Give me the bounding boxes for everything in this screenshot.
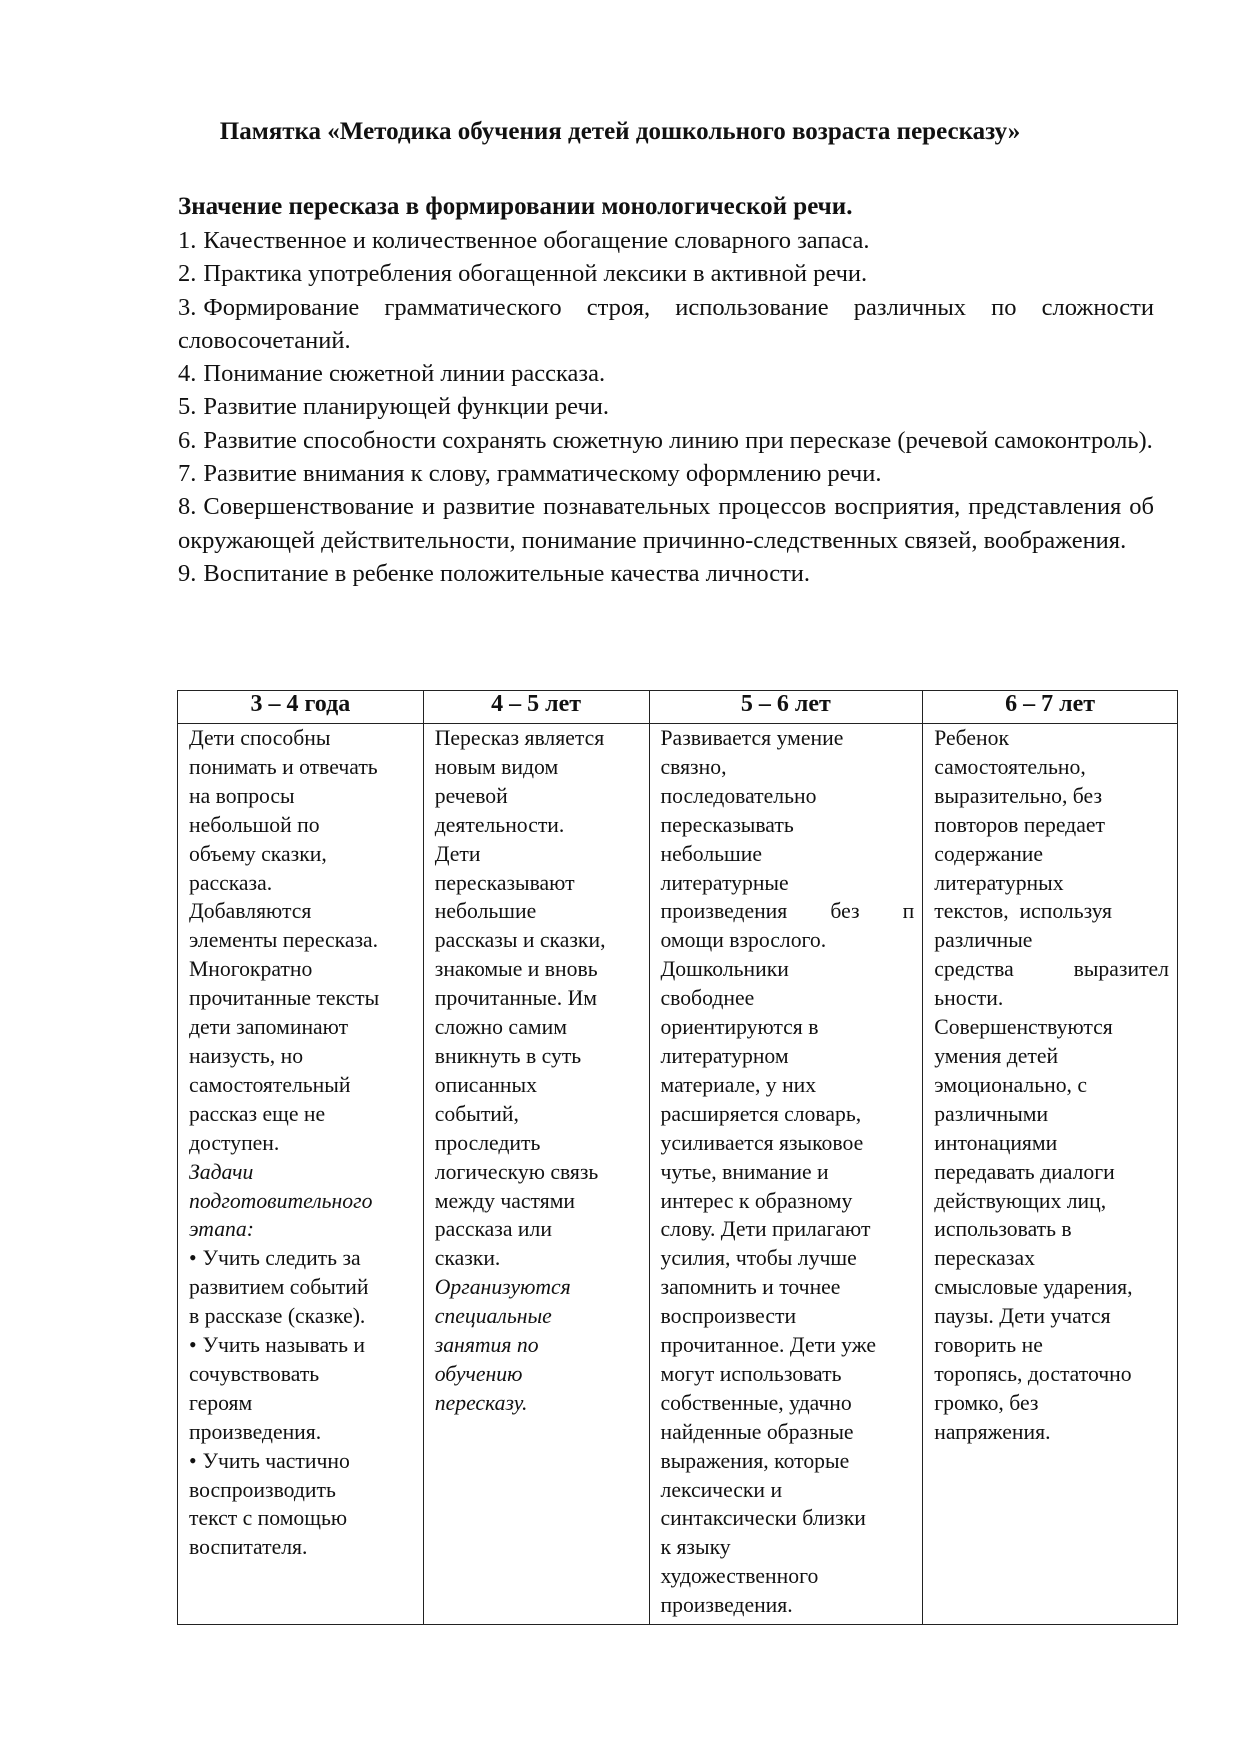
bullet-item bbox=[189, 1331, 415, 1360]
cell-line: небольшие bbox=[660, 841, 762, 866]
list-item-text: Формирование грамматического строя, использование различных по сложности словосочетаний. bbox=[178, 293, 1154, 354]
cell-line: самостоятельно, bbox=[934, 754, 1086, 779]
cell-line: умения детей bbox=[934, 1043, 1059, 1068]
cell-line: Дошкольники bbox=[660, 957, 789, 982]
cell-line: говорить не bbox=[934, 1333, 1043, 1358]
list-item bbox=[178, 257, 1154, 290]
cell-line: литературные bbox=[660, 870, 789, 895]
cell-line: выражения, которые bbox=[660, 1448, 850, 1473]
list-item-text: Понимание сюжетной линии рассказа. bbox=[203, 360, 606, 388]
list-item-text: Совершенствование и развитие познавательных процессов восприятия, представления об окружающей действительности, понимание причинно-следственных связей, воображения. bbox=[178, 493, 1154, 554]
cell-line: использовать в bbox=[934, 1217, 1072, 1242]
list-item bbox=[178, 424, 1154, 457]
cell-line: рассказа или bbox=[434, 1217, 552, 1242]
cell-line: прочитанные. Им bbox=[434, 986, 598, 1011]
cell-line: рассказа. bbox=[189, 870, 273, 895]
cell-line: усилия, чтобы лучше bbox=[660, 1246, 857, 1271]
list-item-text: Развитие внимания к слову, грамматическому оформлению речи. bbox=[203, 460, 882, 488]
bullet-icon bbox=[189, 1246, 203, 1270]
cell-line-italic: занятия по bbox=[434, 1333, 539, 1358]
cell-line: описанных bbox=[434, 1072, 537, 1097]
list-item bbox=[178, 357, 1154, 390]
cell-line: напряжения. bbox=[934, 1419, 1051, 1444]
list-item-number: 2. bbox=[178, 260, 197, 288]
cell-line: деятельности. bbox=[434, 812, 565, 837]
cell-line: различные bbox=[934, 928, 1033, 953]
word: выразител bbox=[1073, 957, 1169, 982]
cell-line: воспитателя. bbox=[189, 1535, 308, 1560]
cell-line: Развивается умение bbox=[660, 726, 844, 750]
cell-line: проследить bbox=[434, 1130, 541, 1155]
header-age-4-5: 4 – 5 лет bbox=[423, 691, 649, 724]
age-groups-table bbox=[177, 690, 1178, 1625]
cell-age-4-5 bbox=[423, 724, 649, 1625]
list-item-text: Практика употребления обогащенной лексики в активной речи. bbox=[203, 260, 868, 288]
cell-line-italic: специальные bbox=[434, 1304, 552, 1329]
list-item bbox=[178, 457, 1154, 490]
cell-line: паузы. Дети учатся bbox=[934, 1304, 1111, 1329]
cell-line: Совершенствуются bbox=[934, 1015, 1113, 1040]
table-row bbox=[178, 724, 1178, 1625]
cell-line: расширяется словарь, bbox=[660, 1101, 862, 1126]
cell-line: синтаксически близки bbox=[660, 1506, 866, 1531]
cell-line: воспроизводить bbox=[189, 1477, 336, 1502]
cell-line: найденные образные bbox=[660, 1419, 854, 1444]
cell-line: небольшие bbox=[434, 899, 537, 924]
cell-line: новым видом bbox=[434, 754, 559, 779]
bullet-icon bbox=[189, 1333, 203, 1357]
header-age-3-4: 3 – 4 года bbox=[178, 691, 424, 724]
section-heading: Значение пересказа в формировании монологической речи. bbox=[178, 193, 853, 220]
cell-line: литературном bbox=[660, 1043, 789, 1068]
cell-line: прочитанные тексты bbox=[189, 986, 380, 1011]
list-item bbox=[178, 291, 1154, 358]
cell-line: воспроизвести bbox=[660, 1304, 797, 1329]
list-item-number: 8. bbox=[178, 493, 197, 521]
cell-line-italic: Организуются bbox=[434, 1275, 571, 1300]
page-title: Памятка «Методика обучения детей дошкольного возраста пересказу» bbox=[219, 118, 1021, 145]
cell-line: смысловые ударения, bbox=[934, 1275, 1133, 1300]
list-item-number: 9. bbox=[178, 559, 197, 587]
cell-line: омощи взрослого. bbox=[660, 928, 827, 953]
cell-line: интерес к образному bbox=[660, 1188, 853, 1213]
cell-line: содержание bbox=[934, 841, 1044, 866]
cell-line: связно, bbox=[660, 754, 727, 779]
cell-line: выразительно, без bbox=[934, 783, 1103, 808]
cell-age-3-4 bbox=[178, 724, 424, 1625]
cell-line: лексически и bbox=[660, 1477, 783, 1502]
list-item-text: Качественное и количественное обогащение словарного запаса. bbox=[203, 227, 870, 254]
cell-line: пересказывают bbox=[434, 870, 575, 895]
cell-line: передавать диалоги bbox=[934, 1159, 1115, 1184]
cell-line: объему сказки, bbox=[189, 841, 327, 866]
list-item-number: 6. bbox=[178, 426, 197, 454]
list-item-number: 1. bbox=[178, 227, 197, 254]
cell-line: доступен. bbox=[189, 1130, 280, 1155]
cell-line: произведения. bbox=[189, 1419, 322, 1444]
cell-line: Многократно bbox=[189, 957, 313, 982]
bullet-item bbox=[189, 1447, 415, 1476]
cell-line: на вопросы bbox=[189, 783, 295, 808]
cell-line: чутье, внимание и bbox=[660, 1159, 829, 1184]
cell-line: торопясь, достаточно bbox=[934, 1361, 1132, 1386]
table-header-row bbox=[178, 691, 1178, 724]
list-item-text: Развитие способности сохранять сюжетную линию при пересказе (речевой самоконтроль). bbox=[203, 426, 1153, 454]
cell-line: произведения. bbox=[660, 1593, 793, 1618]
list-item bbox=[178, 557, 1154, 590]
cell-line-justified bbox=[934, 955, 1169, 984]
cell-line: знакомые и вновь bbox=[434, 957, 598, 982]
word: п bbox=[902, 899, 915, 924]
cell-age-6-7 bbox=[923, 724, 1178, 1625]
cell-line: Добавляются bbox=[189, 899, 312, 924]
bullet-text: Учить называть и bbox=[202, 1333, 366, 1358]
cell-line: рассказы и сказки, bbox=[434, 928, 606, 953]
list-item-number: 3. bbox=[178, 293, 197, 321]
cell-line: собственные, удачно bbox=[660, 1390, 852, 1415]
bullet-text: Учить частично bbox=[202, 1448, 350, 1473]
cell-line: свободнее bbox=[660, 986, 755, 1011]
bullet-text: Учить следить за bbox=[202, 1246, 361, 1271]
significance-section bbox=[178, 190, 1154, 590]
cell-line: повторов передает bbox=[934, 812, 1105, 837]
cell-line: развитием событий bbox=[189, 1275, 369, 1300]
cell-line: Ребенок bbox=[934, 726, 1009, 750]
cell-line: Дети bbox=[434, 841, 481, 866]
cell-line: действующих лиц, bbox=[934, 1188, 1107, 1213]
cell-line: речевой bbox=[434, 783, 508, 808]
cell-line: усиливается языковое bbox=[660, 1130, 864, 1155]
word: произведения bbox=[660, 899, 788, 924]
cell-line: прочитанное. Дети уже bbox=[660, 1333, 876, 1358]
cell-line: вникнуть в суть bbox=[434, 1043, 582, 1068]
cell-line: литературных bbox=[934, 870, 1064, 895]
list-item bbox=[178, 490, 1154, 557]
cell-line: между частями bbox=[434, 1188, 576, 1213]
cell-line: дети запоминают bbox=[189, 1015, 349, 1040]
cell-line: громко, без bbox=[934, 1390, 1039, 1415]
cell-line: пересказывать bbox=[660, 812, 794, 837]
cell-line: ориентируются в bbox=[660, 1015, 819, 1040]
cell-line: пересказах bbox=[934, 1246, 1035, 1271]
cell-line: могут использовать bbox=[660, 1361, 842, 1386]
cell-line: текстов, используя bbox=[934, 899, 1113, 924]
cell-line: сложно самим bbox=[434, 1015, 567, 1040]
cell-line: элементы пересказа. bbox=[189, 928, 379, 953]
cell-line: к языку bbox=[660, 1535, 731, 1560]
word: без bbox=[830, 899, 860, 924]
cell-line: Дети способны bbox=[189, 726, 331, 750]
cell-line: запомнить и точнее bbox=[660, 1275, 841, 1300]
cell-line-italic: этапа: bbox=[189, 1217, 254, 1242]
list-item-number: 7. bbox=[178, 460, 197, 488]
header-age-6-7: 6 – 7 лет bbox=[923, 691, 1178, 724]
cell-line: рассказ еще не bbox=[189, 1101, 326, 1126]
cell-age-5-6 bbox=[649, 724, 923, 1625]
cell-line: событий, bbox=[434, 1101, 519, 1126]
cell-line-italic: подготовительного bbox=[189, 1188, 373, 1213]
cell-line: Пересказ является bbox=[434, 726, 605, 750]
bullet-item bbox=[189, 1244, 415, 1273]
significance-list bbox=[178, 224, 1154, 590]
cell-line: самостоятельный bbox=[189, 1072, 351, 1097]
cell-line: эмоционально, с bbox=[934, 1072, 1088, 1097]
bullet-icon bbox=[189, 1449, 203, 1473]
cell-line: логическую связь bbox=[434, 1159, 599, 1184]
list-item-text: Развитие планирующей функции речи. bbox=[203, 393, 610, 421]
cell-line: в рассказе (сказке). bbox=[189, 1304, 366, 1329]
cell-line: сочувствовать bbox=[189, 1361, 320, 1386]
cell-line: слову. Дети прилагают bbox=[660, 1217, 871, 1242]
cell-line: различными bbox=[934, 1101, 1049, 1126]
cell-line: художественного bbox=[660, 1564, 819, 1589]
cell-line-justified bbox=[661, 897, 915, 926]
list-item-number: 5. bbox=[178, 393, 197, 421]
cell-line: материале, у них bbox=[660, 1072, 817, 1097]
word: средства bbox=[934, 957, 1014, 982]
cell-line: героям bbox=[189, 1390, 253, 1415]
cell-line: последовательно bbox=[660, 783, 817, 808]
cell-line: сказки. bbox=[434, 1246, 501, 1271]
cell-line: наизусть, но bbox=[189, 1043, 304, 1068]
cell-line-italic: пересказу. bbox=[434, 1390, 528, 1415]
cell-line: небольшой по bbox=[189, 812, 320, 837]
list-item bbox=[178, 390, 1154, 423]
list-item bbox=[178, 224, 1154, 257]
cell-line: понимать и отвечать bbox=[189, 754, 378, 779]
header-age-5-6: 5 – 6 лет bbox=[649, 691, 923, 724]
cell-line: ьности. bbox=[934, 986, 1004, 1011]
cell-line: текст с помощью bbox=[189, 1506, 348, 1531]
cell-line-italic: Задачи bbox=[189, 1159, 254, 1184]
list-item-text: Воспитание в ребенке положительные качества личности. bbox=[203, 559, 811, 587]
list-item-number: 4. bbox=[178, 360, 197, 388]
cell-line: интонациями bbox=[934, 1130, 1058, 1155]
cell-line-italic: обучению bbox=[434, 1361, 523, 1386]
